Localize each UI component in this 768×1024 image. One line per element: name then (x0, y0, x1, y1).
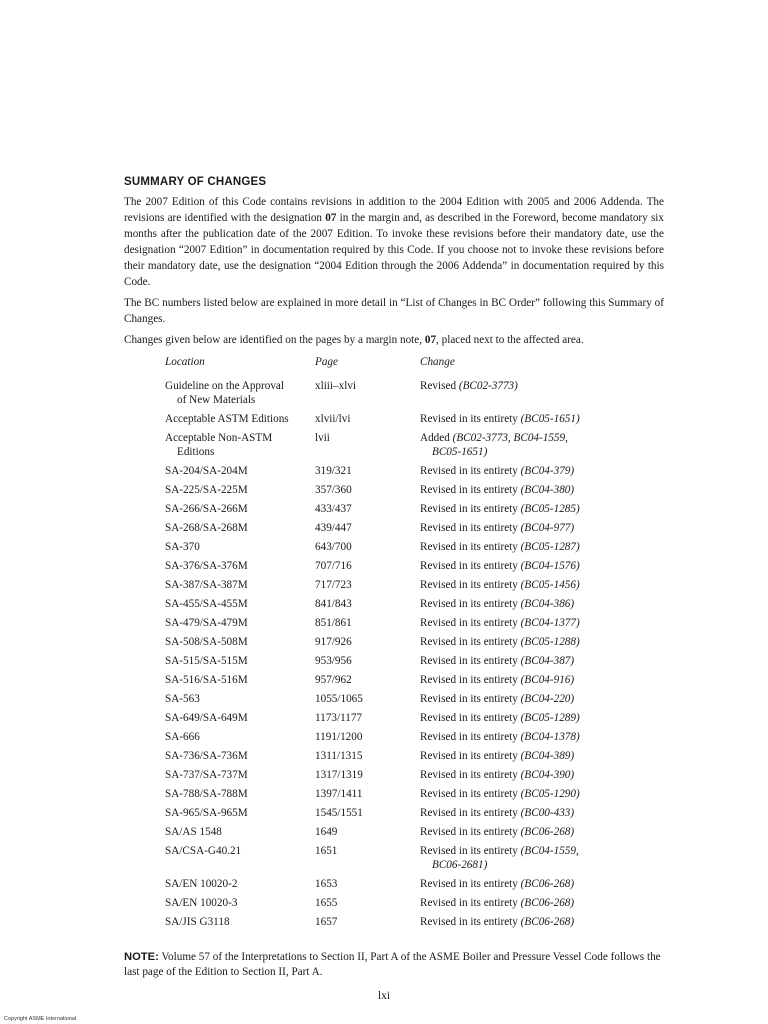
change-text: Revised in its entirety (420, 750, 521, 762)
cell-change (420, 635, 650, 654)
cell-location (165, 787, 315, 806)
location-text: SA-965/SA-965M (165, 807, 248, 819)
cell-location (165, 578, 315, 597)
cell-change (420, 502, 650, 521)
intro-text-2: in the margin and, as described in the Foreword, become mandatory six months after the publication date of the 2007 Edition. To invoke these revisions before their mandatory date, use the designation “2007 Edition” in documentation required by this Code. If you choose not to invoke these revisions before their mandatory date, use the designation “2004 Edition through the 2006 Addenda” in documentation required by this Code. (124, 212, 665, 288)
change-text: Revised in its entirety (420, 541, 521, 553)
cell-change (420, 673, 650, 692)
bc-reference: (BC06-268) (520, 878, 575, 890)
bc-reference: (BC04-220) (520, 693, 575, 705)
location-text: SA/AS 1548 (165, 826, 222, 838)
table-row (165, 915, 650, 934)
bc-reference: (BC05-1651) (520, 413, 580, 425)
table-row (165, 616, 650, 635)
bc-reference: (BC04-379) (520, 465, 575, 477)
cell-page: 643/700 (315, 541, 352, 553)
location-text: SA-508/SA-508M (165, 636, 248, 648)
cell-location (165, 806, 315, 825)
location-text: SA-204/SA-204M (165, 465, 248, 477)
cell-page: 1655 (315, 897, 338, 909)
table-row (165, 540, 650, 559)
location-text: SA/CSA-G40.21 (165, 845, 242, 857)
cell-change (420, 844, 650, 877)
margin-note-text-2: , placed next to the affected area. (436, 334, 584, 346)
location-text: SA-649/SA-649M (165, 712, 248, 724)
cell-page: 1651 (315, 845, 338, 857)
change-text: Revised in its entirety (420, 826, 521, 838)
note-text: Volume 57 of the Interpretations to Section II, Part A of the ASME Boiler and Pressure Vessel Code follows the last page of the Edition to Section II, Part A. (124, 951, 661, 978)
bc-reference: (BC04-389) (520, 750, 575, 762)
bc-reference: (BC04-916) (520, 674, 575, 686)
table-row (165, 877, 650, 896)
table-row (165, 806, 650, 825)
change-text: Revised in its entirety (420, 878, 521, 890)
bc-reference: (BC04-386) (520, 598, 575, 610)
cell-change (420, 749, 650, 768)
cell-change (420, 711, 650, 730)
margin-note-paragraph (124, 332, 664, 348)
changes-table-body (165, 379, 650, 934)
table-header-row (165, 355, 650, 379)
bc-reference: (BC05-1287) (520, 541, 580, 553)
cell-location (165, 768, 315, 787)
table-row (165, 768, 650, 787)
cell-location (165, 502, 315, 521)
location-text: SA-666 (165, 731, 200, 743)
cell-location (165, 597, 315, 616)
cell-change (420, 559, 650, 578)
location-text: SA-370 (165, 541, 200, 553)
header-location: Location (165, 356, 205, 368)
cell-change (420, 877, 650, 896)
table-row (165, 483, 650, 502)
cell-page: 851/861 (315, 617, 352, 629)
header-page: Page (315, 356, 338, 368)
location-text: SA-387/SA-387M (165, 579, 248, 591)
table-row (165, 464, 650, 483)
cell-change (420, 896, 650, 915)
bc-reference: (BC00-433) (520, 807, 575, 819)
location-text: SA-455/SA-455M (165, 598, 248, 610)
cell-page: 917/926 (315, 636, 352, 648)
table-row (165, 431, 650, 464)
cell-page: 841/843 (315, 598, 352, 610)
location-text: Acceptable ASTM Editions (165, 413, 289, 425)
cell-page: 357/360 (315, 484, 352, 496)
cell-page: 319/321 (315, 465, 352, 477)
margin-note-designation: 07 (424, 334, 437, 346)
table-row (165, 654, 650, 673)
note-paragraph (124, 950, 664, 980)
location-text: SA-268/SA-268M (165, 522, 248, 534)
table-row (165, 379, 650, 412)
intro-paragraph (124, 194, 664, 290)
change-text: Revised in its entirety (420, 674, 521, 686)
location-text: SA-479/SA-479M (165, 617, 248, 629)
cell-page: 433/437 (315, 503, 352, 515)
change-text: Revised in its entirety (420, 655, 521, 667)
location-text: Guideline on the Approval (165, 380, 284, 392)
margin-note-text-1: Changes given below are identified on the pages by a margin note, (124, 334, 425, 346)
cell-page: 1657 (315, 916, 338, 928)
cell-change (420, 540, 650, 559)
cell-change (420, 431, 650, 464)
location-text: SA-736/SA-736M (165, 750, 248, 762)
location-text: SA-266/SA-266M (165, 503, 248, 515)
note-label: NOTE: (124, 951, 159, 963)
bc-reference: (BC04-390) (520, 769, 575, 781)
location-text: SA/JIS G3118 (165, 916, 230, 928)
designation-mark: 07 (325, 212, 337, 224)
cell-change (420, 483, 650, 502)
cell-change (420, 654, 650, 673)
cell-location (165, 616, 315, 635)
table-row (165, 559, 650, 578)
bc-reference-continued: BC05-1651) (432, 446, 488, 458)
change-text: Revised in its entirety (420, 465, 521, 477)
cell-change (420, 578, 650, 597)
cell-page: 1317/1319 (315, 769, 363, 781)
change-text: Revised in its entirety (420, 769, 521, 781)
change-text: Revised in its entirety (420, 598, 521, 610)
cell-page: 707/716 (315, 560, 352, 572)
table-row (165, 673, 650, 692)
location-text: SA/EN 10020-3 (165, 897, 238, 909)
table-row (165, 597, 650, 616)
cell-change (420, 787, 650, 806)
bc-reference: (BC05-1456) (520, 579, 580, 591)
cell-location (165, 559, 315, 578)
bc-reference: (BC04-1377) (520, 617, 580, 629)
changes-table (165, 355, 650, 934)
cell-page: xliii–xlvi (315, 380, 357, 392)
bc-reference: (BC04-977) (520, 522, 575, 534)
bc-reference: (BC04-1378) (520, 731, 580, 743)
change-text: Revised in its entirety (420, 807, 521, 819)
cell-page: 1055/1065 (315, 693, 363, 705)
cell-location (165, 673, 315, 692)
cell-page: 953/956 (315, 655, 352, 667)
bc-reference: (BC06-268) (520, 916, 575, 928)
table-row (165, 412, 650, 431)
location-text-continued: Editions (177, 446, 215, 458)
cell-page: 957/962 (315, 674, 352, 686)
location-text: SA-563 (165, 693, 200, 705)
summary-of-changes-page (124, 176, 664, 980)
cell-location (165, 896, 315, 915)
location-text: SA-225/SA-225M (165, 484, 248, 496)
cell-page: 1173/1177 (315, 712, 363, 724)
cell-change (420, 768, 650, 787)
table-row (165, 896, 650, 915)
cell-page: lvii (315, 432, 330, 444)
change-text: Revised in its entirety (420, 503, 521, 515)
change-text: Revised in its entirety (420, 522, 521, 534)
copyright-notice: Copyright ASME International (4, 1016, 77, 1022)
cell-page: 1545/1551 (315, 807, 363, 819)
table-row (165, 844, 650, 877)
cell-location (165, 412, 315, 431)
cell-location (165, 692, 315, 711)
cell-location (165, 431, 315, 464)
location-text: SA-376/SA-376M (165, 560, 248, 572)
table-row (165, 635, 650, 654)
table-row (165, 502, 650, 521)
bc-paragraph: The BC numbers listed below are explained in more detail in “List of Changes in BC Order” following this Summary of Changes. (124, 297, 664, 325)
cell-change (420, 521, 650, 540)
cell-page: xlvii/lvi (315, 413, 351, 425)
change-text: Revised in its entirety (420, 788, 521, 800)
location-text: SA/EN 10020-2 (165, 878, 238, 890)
cell-location (165, 915, 315, 934)
cell-change (420, 730, 650, 749)
change-text: Revised in its entirety (420, 916, 521, 928)
cell-location (165, 711, 315, 730)
cell-page: 439/447 (315, 522, 352, 534)
change-text: Revised in its entirety (420, 413, 521, 425)
change-text: Revised in its entirety (420, 845, 521, 857)
location-text: Acceptable Non-ASTM (165, 432, 273, 444)
cell-location (165, 877, 315, 896)
cell-change (420, 412, 650, 431)
cell-page: 1191/1200 (315, 731, 363, 743)
cell-change (420, 597, 650, 616)
change-text: Revised in its entirety (420, 484, 521, 496)
cell-location (165, 844, 315, 877)
table-row (165, 521, 650, 540)
change-text: Revised in its entirety (420, 712, 521, 724)
bc-reference: (BC05-1290) (520, 788, 580, 800)
header-change: Change (420, 356, 455, 368)
location-text: SA-737/SA-737M (165, 769, 248, 781)
cell-change (420, 379, 650, 412)
bc-reference: (BC06-268) (520, 897, 575, 909)
location-text-continued: of New Materials (177, 394, 256, 406)
cell-page: 1653 (315, 878, 338, 890)
change-text: Revised in its entirety (420, 579, 521, 591)
cell-location (165, 730, 315, 749)
table-row (165, 730, 650, 749)
cell-change (420, 915, 650, 934)
bc-reference: (BC04-1559, (520, 845, 579, 857)
bc-reference: (BC04-1576) (520, 560, 580, 572)
bc-reference: (BC06-268) (520, 826, 575, 838)
bc-reference: (BC05-1285) (520, 503, 580, 515)
cell-location (165, 464, 315, 483)
cell-location (165, 521, 315, 540)
bc-reference-continued: BC06-2681) (432, 859, 488, 871)
table-row (165, 787, 650, 806)
change-text: Revised in its entirety (420, 693, 521, 705)
cell-page: 1311/1315 (315, 750, 363, 762)
bc-reference: (BC02-3773, BC04-1559, (452, 432, 568, 444)
cell-change (420, 825, 650, 844)
change-text: Revised in its entirety (420, 560, 521, 572)
cell-location (165, 749, 315, 768)
change-text: Revised (420, 380, 459, 392)
cell-page: 1397/1411 (315, 788, 363, 800)
table-row (165, 711, 650, 730)
cell-change (420, 806, 650, 825)
change-text: Revised in its entirety (420, 731, 521, 743)
cell-location (165, 654, 315, 673)
location-text: SA-516/SA-516M (165, 674, 248, 686)
page-title: SUMMARY OF CHANGES (124, 176, 267, 188)
change-text: Added (420, 432, 453, 444)
cell-change (420, 616, 650, 635)
bc-reference: (BC04-387) (520, 655, 575, 667)
change-text: Revised in its entirety (420, 617, 521, 629)
cell-location (165, 379, 315, 412)
intro-text-1: The 2007 Edition of this Code contains revisions in addition to the 2004 Edition with 2005 and 2006 Addenda. The revisions are identified with the designation (124, 196, 664, 224)
change-text: Revised in its entirety (420, 636, 521, 648)
cell-page: 717/723 (315, 579, 352, 591)
table-row (165, 692, 650, 711)
table-row (165, 749, 650, 768)
cell-location (165, 635, 315, 654)
table-row (165, 578, 650, 597)
location-text: SA-788/SA-788M (165, 788, 248, 800)
cell-change (420, 464, 650, 483)
table-row (165, 825, 650, 844)
cell-location (165, 540, 315, 559)
change-text: Revised in its entirety (420, 897, 521, 909)
cell-location (165, 825, 315, 844)
cell-page: 1649 (315, 826, 338, 838)
cell-change (420, 692, 650, 711)
page-number: lxi (377, 990, 391, 1002)
bc-reference: (BC02-3773) (458, 380, 518, 392)
bc-reference: (BC04-380) (520, 484, 575, 496)
bc-reference: (BC05-1288) (520, 636, 580, 648)
bc-reference: (BC05-1289) (520, 712, 580, 724)
cell-location (165, 483, 315, 502)
location-text: SA-515/SA-515M (165, 655, 248, 667)
